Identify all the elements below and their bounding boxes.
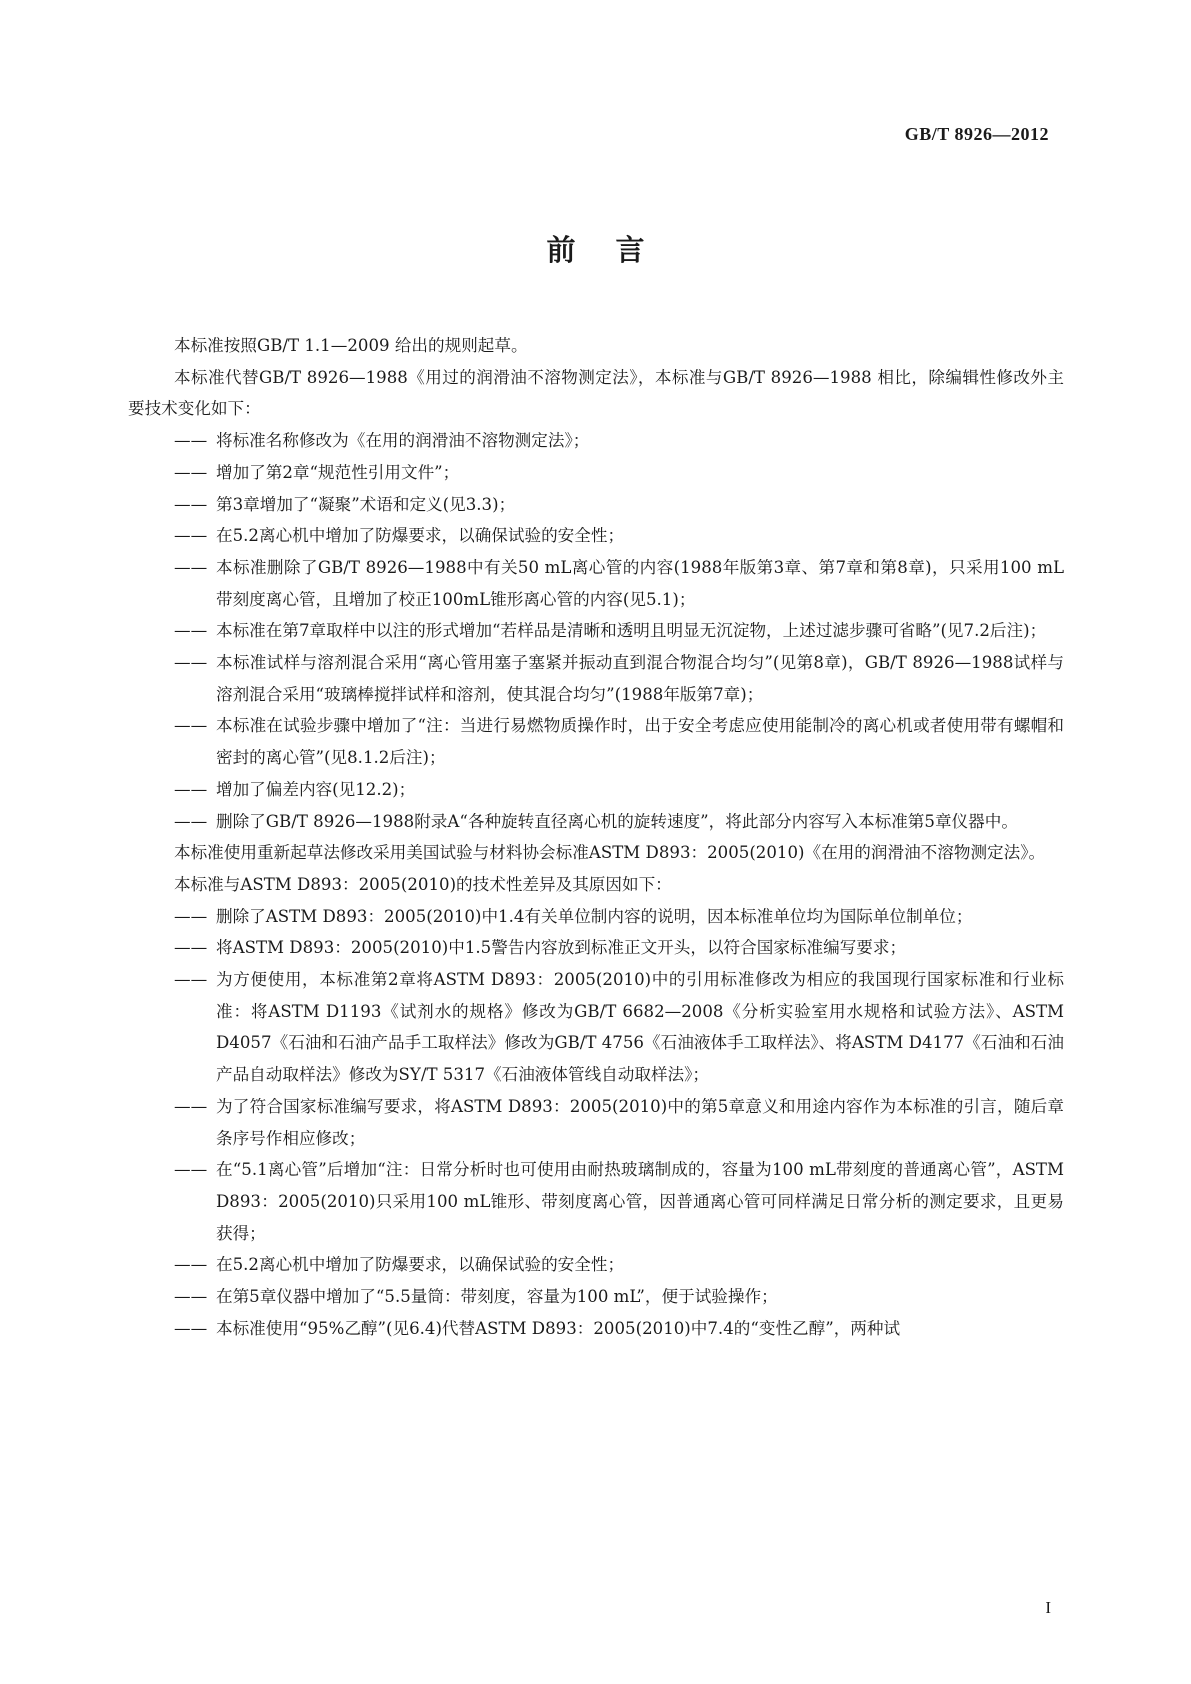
dash-mark: —— [174, 906, 208, 926]
page-title: 前言 [546, 233, 685, 267]
list-item: —— 删除了GB/T 8926—1988附录A“各种旋转直径离心机的旋转速度”，将此部分内容写入本标准第5章仪器中。 [128, 806, 1064, 838]
list-item: —— 为方便使用，本标准第2章将ASTM D893：2005(2010)中的引用标准修改为相应的我国现行国家标准和行业标准：将ASTM D1193《试剂水的规格》修改为GB/T 6682—2008《分析实验室用水规格和试验方法》、ASTM D4057《石油和石油产品手工取样法》修改为GB/T 4756《石油液体手工取样法》、将ASTM D4177《石油和石油产品自动取样法》修改为SY/T 5317《石油液体管线自动取样法》； [128, 964, 1064, 1091]
list-item: —— 增加了偏差内容(见12.2)； [128, 774, 1064, 806]
list-item: —— 在5.2离心机中增加了防爆要求，以确保试验的安全性； [128, 520, 1064, 552]
dash-mark: —— [174, 557, 208, 577]
list-item: —— 本标准使用“95%乙醇”(见6.4)代替ASTM D893：2005(2010)中7.4的“变性乙醇”，两种试 [128, 1313, 1064, 1345]
document-body [128, 330, 1064, 1345]
dash-mark: —— [174, 1096, 208, 1116]
dash-mark: —— [174, 938, 208, 958]
dash-mark: —— [174, 1287, 208, 1307]
list-item: —— 本标准在第7章取样中以注的形式增加“若样品是清晰和透明且明显无沉淀物，上述过滤步骤可省略”(见7.2后注)； [128, 615, 1064, 647]
list-item: —— 本标准在试验步骤中增加了“注：当进行易燃物质操作时，出于安全考虑应使用能制冷的离心机或者使用带有螺帽和密封的离心管”(见8.1.2后注)； [128, 710, 1064, 773]
paragraph-drafting-rule: 本标准按照GB/T 1.1—2009 给出的规则起草。 [174, 336, 528, 355]
dash-mark: —— [174, 462, 208, 482]
page-number: I [1045, 1598, 1051, 1617]
dash-mark: —— [174, 779, 208, 799]
dash-mark: —— [174, 494, 208, 514]
list-item: —— 增加了第2章“规范性引用文件”； [128, 457, 1064, 489]
list-item: —— 在第5章仪器中增加了“5.5量筒：带刻度，容量为100 mL”，便于试验操作； [128, 1281, 1064, 1313]
paragraph-replacement: 本标准代替GB/T 8926—1988《用过的润滑油不溶物测定法》，本标准与GB/T 8926—1988 相比，除编辑性修改外主要技术变化如下： [128, 367, 1064, 419]
dash-mark: —— [174, 1255, 208, 1275]
dash-mark: —— [174, 1318, 208, 1338]
list-item: —— 将ASTM D893：2005(2010)中1.5警告内容放到标准正文开头，以符合国家标准编写要求； [128, 932, 1064, 964]
technical-changes-list [128, 425, 1064, 837]
paragraph-differences: 本标准与ASTM D893：2005(2010)的技术性差异及其原因如下： [174, 874, 672, 894]
list-item: —— 删除了ASTM D893：2005(2010)中1.4有关单位制内容的说明，因本标准单位均为国际单位制单位； [128, 901, 1064, 933]
dash-mark: —— [174, 621, 208, 641]
list-item: —— 本标准删除了GB/T 8926—1988中有关50 mL离心管的内容(1988年版第3章、第7章和第8章)，只采用100 mL带刻度离心管，且增加了校正100mL锥形离心管的内容(见5.1)； [128, 552, 1064, 615]
dash-mark: —— [174, 653, 208, 673]
list-item: —— 第3章增加了“凝聚”术语和定义(见3.3)； [128, 489, 1064, 521]
dash-mark: —— [174, 431, 208, 451]
list-item: —— 本标准试样与溶剂混合采用“离心管用塞子塞紧并振动直到混合物混合均匀”(见第8章)，GB/T 8926—1988试样与溶剂混合采用“玻璃棒搅拌试样和溶剂，使其混合均匀”(1988年版第7章)； [128, 647, 1064, 710]
dash-mark: —— [174, 970, 208, 990]
dash-mark: —— [174, 811, 208, 831]
list-item: —— 将标准名称修改为《在用的润滑油不溶物测定法》； [128, 425, 1064, 457]
dash-mark: —— [174, 526, 208, 546]
dash-mark: —— [174, 1160, 208, 1180]
dash-mark: —— [174, 716, 208, 736]
technical-differences-list [128, 901, 1064, 1345]
list-item: —— 在5.2离心机中增加了防爆要求，以确保试验的安全性； [128, 1249, 1064, 1281]
list-item: —— 在“5.1离心管”后增加“注：日常分析时也可使用由耐热玻璃制成的，容量为100 mL带刻度的普通离心管”，ASTM D893：2005(2010)只采用100 mL锥形、带刻度离心管，因普通离心管可同样满足日常分析的测定要求，且更易获得； [128, 1154, 1064, 1249]
list-item: —— 为了符合国家标准编写要求，将ASTM D893：2005(2010)中的第5章意义和用途内容作为本标准的引言，随后章条序号作相应修改； [128, 1091, 1064, 1154]
standard-number: GB/T 8926—2012 [904, 124, 1049, 144]
paragraph-adoption: 本标准使用重新起草法修改采用美国试验与材料协会标准ASTM D893：2005(2010)《在用的润滑油不溶物测定法》。 [174, 843, 1046, 863]
